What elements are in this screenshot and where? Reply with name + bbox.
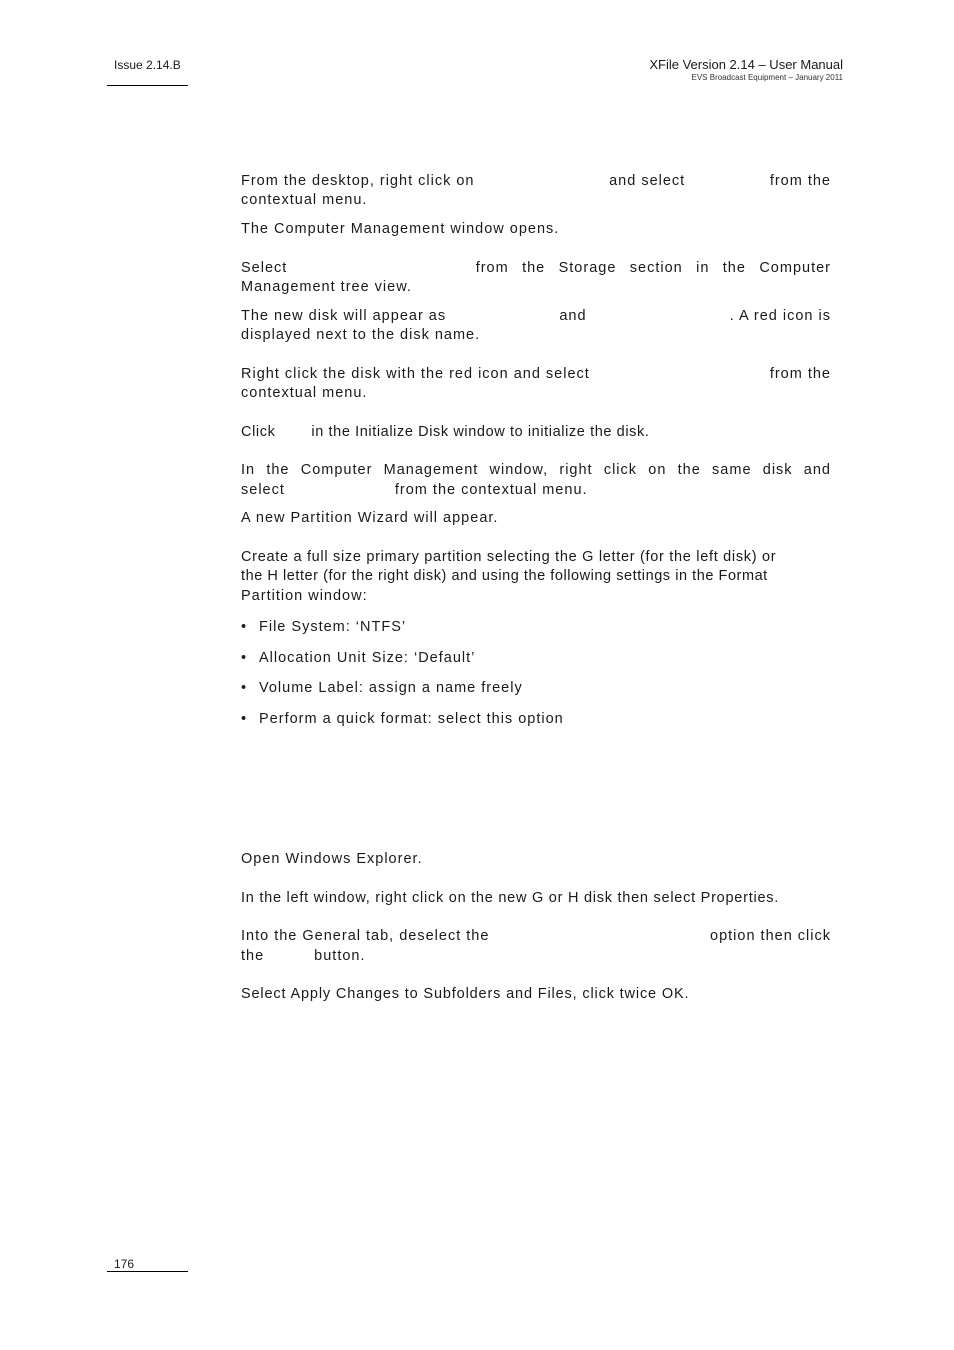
step6-line1: Create a full size primary partition selecting the G letter (for the left disk) or — [241, 549, 777, 565]
bullet-icon: • — [241, 680, 247, 696]
header-title-block — [649, 57, 843, 83]
step1-line1: From the desktop, right click on and select from the — [241, 173, 831, 189]
step9-line1: Into the General tab, deselect the option then click — [241, 928, 831, 944]
bullet-icon: • — [241, 711, 247, 727]
step8-line1: In the left window, right click on the new G or H disk then select Properties. — [241, 890, 780, 906]
header-rule — [107, 85, 188, 86]
footer-rule — [107, 1271, 188, 1272]
bullet-icon: • — [241, 650, 247, 666]
step5-line1: In the Computer Management window, right click on the same disk and — [241, 462, 831, 478]
bullet-item: • File System: ‘NTFS’ — [241, 618, 406, 638]
step3-line2: contextual menu. — [241, 385, 368, 401]
page-number: 176 — [114, 1257, 135, 1271]
bullet-icon: • — [241, 619, 247, 635]
bullet-item: • Allocation Unit Size: ‘Default’ — [241, 649, 475, 669]
step6-line3: Partition window: — [241, 588, 368, 604]
step5-line2: select from the contextual menu. — [241, 482, 588, 498]
step2-line1: Select from the Storage section in the Computer — [241, 260, 831, 276]
step7-line1: Open Windows Explorer. — [241, 851, 423, 867]
step5-line3: A new Partition Wizard will appear. — [241, 510, 499, 526]
step1-result: The Computer Management window opens. — [241, 221, 560, 237]
step4-line1: Click in the Initialize Disk window to initialize the disk. — [241, 424, 650, 440]
step6-line2: the H letter (for the right disk) and using the following settings in the Format — [241, 568, 768, 584]
step9-line2: the button. — [241, 948, 366, 964]
bullet-item: • Volume Label: assign a name freely — [241, 679, 523, 699]
step2-line4: displayed next to the disk name. — [241, 327, 481, 343]
step3-line1: Right click the disk with the red icon and select from the — [241, 366, 831, 382]
header-subtitle: EVS Broadcast Equipment – January 2011 — [691, 73, 843, 82]
step2-line3: The new disk will appear as and . A red icon is — [241, 308, 831, 324]
header-title: XFile Version 2.14 – User Manual — [649, 57, 843, 72]
bullet-item: • Perform a quick format: select this option — [241, 710, 564, 730]
step2-line2: Management tree view. — [241, 279, 412, 295]
header-issue: Issue 2.14.B — [114, 58, 181, 72]
step1-line2: contextual menu. — [241, 192, 368, 208]
step10-line1: Select Apply Changes to Subfolders and Files, click twice OK. — [241, 986, 690, 1002]
